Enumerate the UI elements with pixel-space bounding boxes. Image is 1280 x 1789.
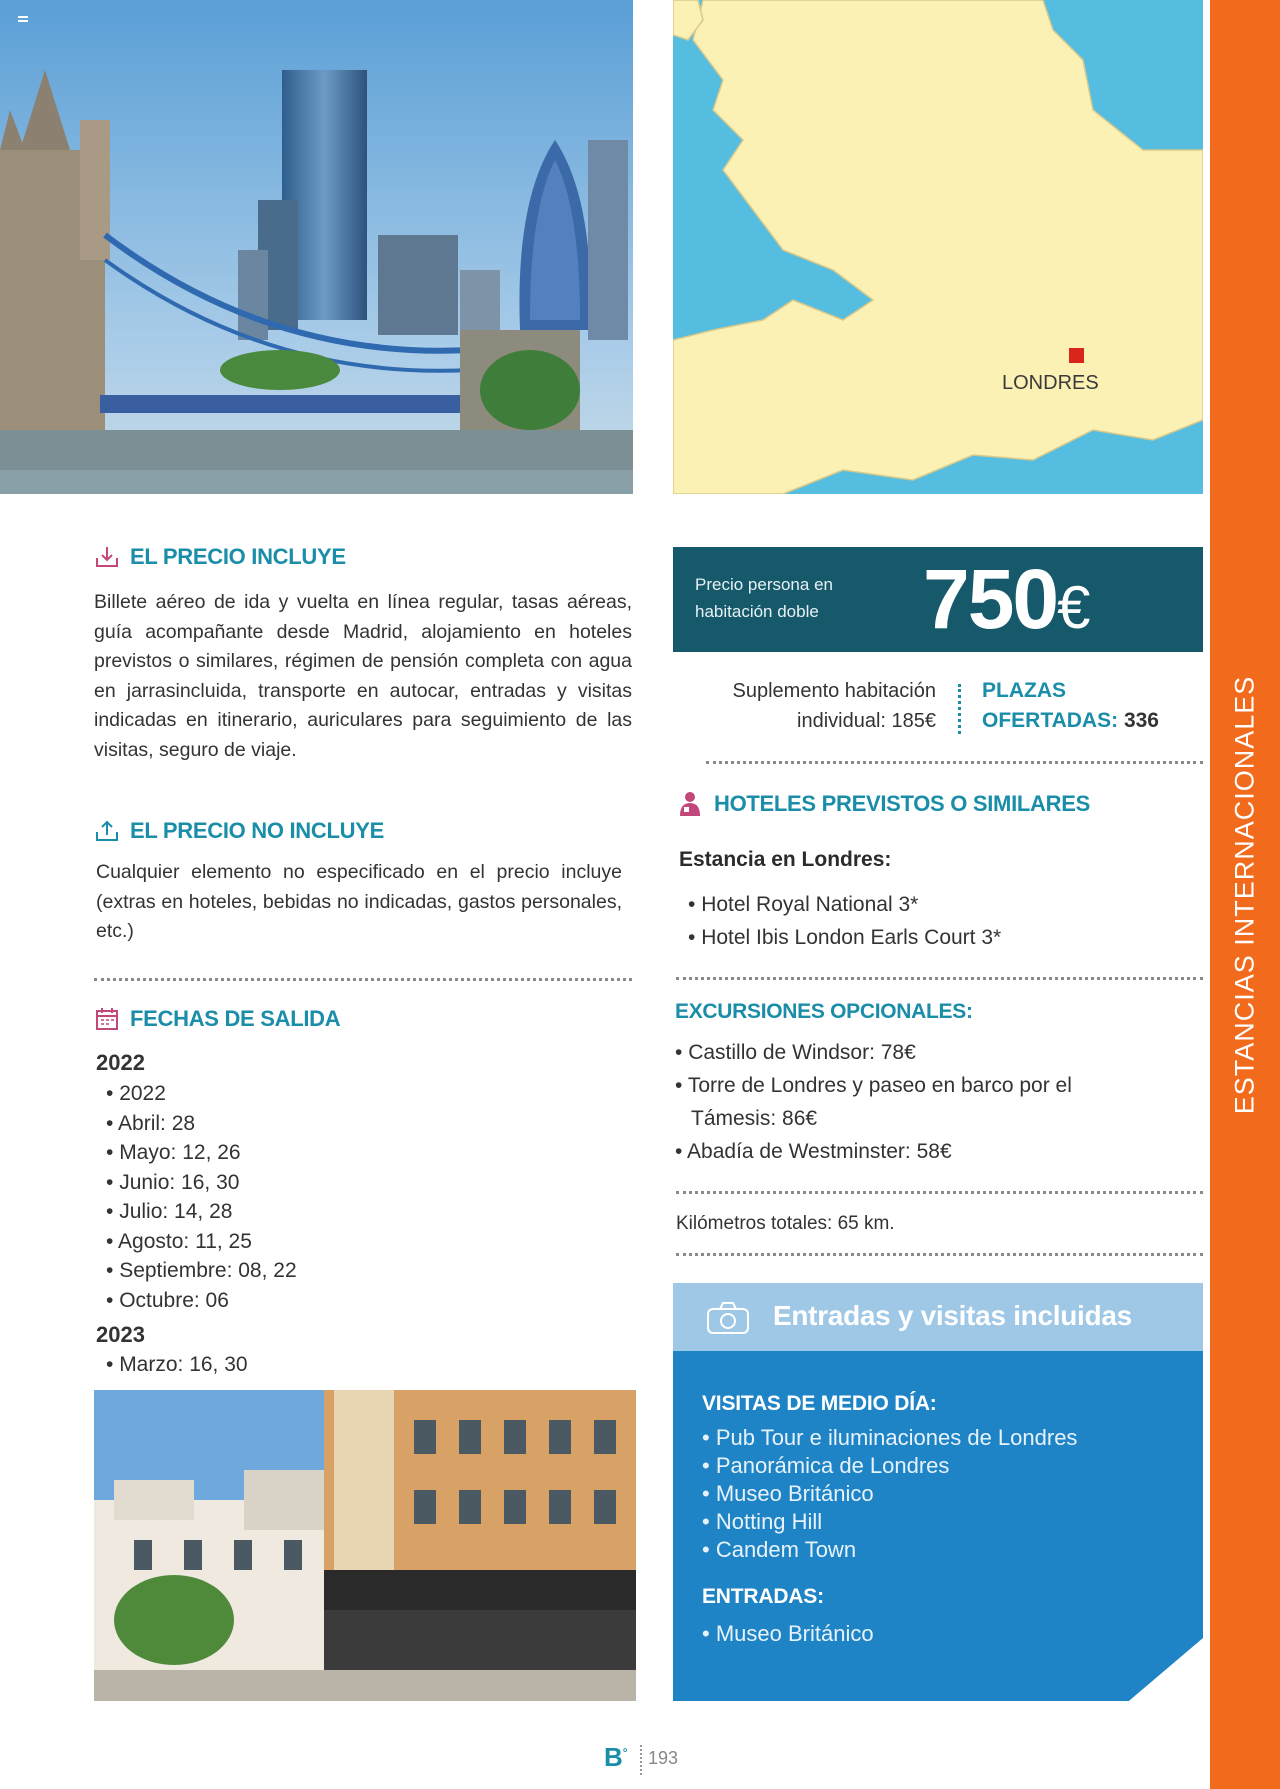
london-skyline-photo [0, 0, 633, 494]
list-item: • Julio: 14, 28 [106, 1197, 297, 1227]
entradas-subtitle: ENTRADAS: [702, 1585, 824, 1608]
download-icon [94, 544, 120, 570]
excursiones-list [675, 1036, 1095, 1168]
entradas-title: Entradas y visitas incluidas [773, 1300, 1132, 1331]
visitas-list [702, 1424, 1077, 1564]
precio-incluye-text: Billete aéreo de ida y vuelta en línea regular, tasas aéreas, guía acompañante desde Madrid, alojamiento en hoteles previstos o similares, régimen de pensión completa con agua en jarrasincluida, transporte en autocar, entradas y visitas indicadas en itinerario, auriculares para seguimiento de las visitas, seguro de viaje. [94, 591, 632, 761]
fechas-heading [94, 1006, 340, 1032]
list-item: • Abadía de Westminster: 58€ [675, 1135, 1095, 1168]
year-2023: 2023 [96, 1322, 145, 1347]
hoteles-title: HOTELES PREVISTOS O SIMILARES [714, 791, 1090, 816]
list-item: • Hotel Ibis London Earls Court 3* [688, 921, 1001, 954]
corner-mark-icon [18, 16, 28, 22]
calendar-icon [94, 1006, 120, 1032]
list-item: • Candem Town [702, 1536, 1077, 1564]
section-side-label: ESTANCIAS INTERNACIONALES [1229, 675, 1260, 1115]
upload-icon [94, 818, 120, 844]
list-item: • Museo Británico [702, 1620, 874, 1648]
list-item: • Septiembre: 08, 22 [106, 1256, 297, 1286]
list-item: • Octubre: 06 [106, 1286, 297, 1316]
hoteles-heading [676, 790, 1090, 818]
precio-incluye-title: EL PRECIO INCLUYE [130, 544, 346, 569]
map-city-label: LONDRES [1002, 372, 1099, 394]
list-item: • Junio: 16, 30 [106, 1168, 297, 1198]
divider [676, 1253, 1203, 1256]
list-item: • Notting Hill [702, 1508, 1077, 1536]
list-item: • Marzo: 16, 30 [106, 1350, 248, 1380]
entradas-header [673, 1283, 1203, 1351]
visitas-title: VISITAS DE MEDIO DÍA: [702, 1392, 937, 1415]
list-item: • Abril: 28 [106, 1109, 297, 1139]
fechas-title: FECHAS DE SALIDA [130, 1006, 341, 1031]
camera-icon [705, 1300, 751, 1336]
plazas-ofertadas: PLAZAS OFERTADAS: 336 [982, 679, 1159, 732]
vertical-divider [958, 684, 961, 734]
brand-logo: B° [604, 1742, 628, 1772]
list-item: • Hotel Royal National 3* [688, 888, 1001, 921]
footer-divider [640, 1745, 642, 1775]
precio-no-incluye-heading [94, 818, 384, 844]
list-item: • Mayo: 12, 26 [106, 1138, 297, 1168]
precio-no-incluye-text: Cualquier elemento no especificado en el precio incluye (extras en hoteles, bebidas no indicadas, gastos personales, etc.) [96, 861, 622, 942]
price-value: 750€ [923, 552, 1089, 646]
kilometros-totales: Kilómetros totales: 65 km. [676, 1213, 895, 1234]
precio-no-incluye-title: EL PRECIO NO INCLUYE [130, 818, 384, 843]
list-item: • 2022 [106, 1079, 297, 1109]
dates-2022-list [106, 1079, 297, 1315]
london-street-photo [94, 1390, 636, 1701]
year-2022: 2022 [96, 1050, 145, 1075]
list-item: • Museo Británico [702, 1480, 1077, 1508]
suplemento-individual: Suplemento habitación individual: 185€ [732, 680, 936, 732]
entradas-list [702, 1620, 874, 1648]
hotel-list [688, 888, 1001, 954]
divider [676, 977, 1203, 980]
list-item: • Pub Tour e iluminaciones de Londres [702, 1424, 1077, 1452]
list-item: • Agosto: 11, 25 [106, 1227, 297, 1257]
list-item: • Castillo de Windsor: 78€ [675, 1036, 1095, 1069]
list-item: • Panorámica de Londres [702, 1452, 1077, 1480]
england-map [673, 0, 1203, 494]
price-caption: Precio persona en habitación doble [695, 575, 833, 621]
list-item: • Torre de Londres y paseo en barco por el Támesis: 86€ [675, 1069, 1095, 1135]
hotel-bell-icon [676, 790, 702, 818]
estancia-label: Estancia en Londres: [679, 848, 892, 871]
divider [706, 761, 1203, 764]
excursiones-title: EXCURSIONES OPCIONALES: [675, 1000, 973, 1023]
page-number: 193 [648, 1748, 679, 1768]
divider [676, 1191, 1203, 1194]
price-box [673, 547, 1203, 652]
divider [94, 978, 632, 981]
dates-2023-list [106, 1350, 248, 1380]
precio-incluye-heading [94, 544, 346, 570]
